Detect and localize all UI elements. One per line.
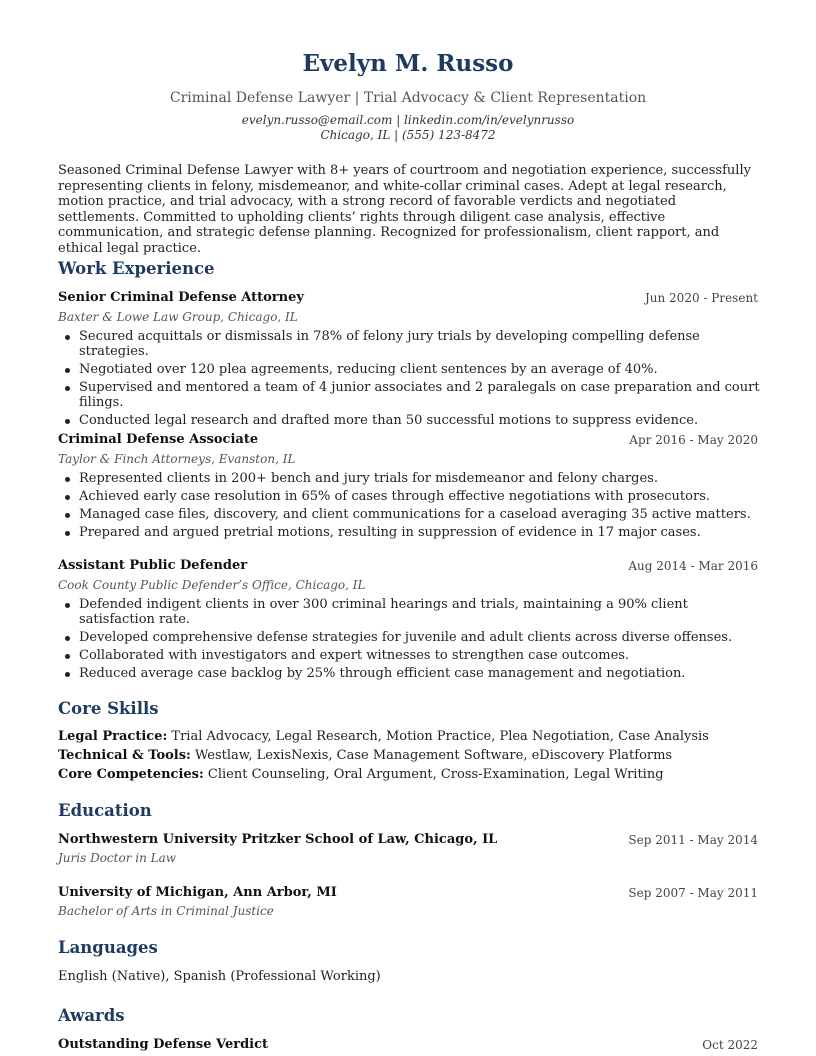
job-bullets (58, 471, 760, 543)
skill-category: Legal Practice: (58, 729, 168, 744)
list-item: Collaborated with investigators and expert witnesses to strengthen case outcomes. (58, 648, 760, 663)
list-item: Reduced average case backlog by 25% through efficient case management and negotiation. (58, 666, 760, 681)
skill-values: Westlaw, LexisNexis, Case Management Software, eDiscovery Platforms (195, 748, 673, 763)
list-item: Prepared and argued pretrial motions, resulting in suppression of evidence in 17 major cases. (58, 525, 760, 540)
education-school: Northwestern University Pritzker School of Law, Chicago, IL (58, 832, 498, 847)
list-item: Negotiated over 120 plea agreements, reducing client sentences by an average of 40%. (58, 362, 760, 377)
skill-row (58, 748, 672, 763)
section-title-awards: Awards (58, 1006, 125, 1025)
award-title: Outstanding Defense Verdict (58, 1037, 269, 1052)
section-title-languages: Languages (58, 938, 158, 957)
list-item: Supervised and mentored a team of 4 junior associates and 2 paralegals on case preparation and court filings. (58, 380, 760, 410)
job-dates: Apr 2016 - May 2020 (629, 433, 758, 447)
job-organization: Taylor & Finch Attorneys, Evanston, IL (58, 452, 296, 466)
education-dates: Sep 2007 - May 2011 (628, 886, 758, 900)
list-item: Secured acquittals or dismissals in 78% of felony jury trials by developing compelling defense strategies. (58, 329, 760, 359)
job-organization: Cook County Public Defender’s Office, Chicago, IL (58, 578, 366, 592)
job-title: Criminal Defense Associate (58, 432, 259, 447)
job-bullets (58, 329, 760, 431)
list-item: Represented clients in 200+ bench and jury trials for misdemeanor and felony charges. (58, 471, 760, 486)
skill-row (58, 767, 664, 782)
job-dates: Aug 2014 - Mar 2016 (628, 559, 758, 573)
languages-list: English (Native), Spanish (Professional Working) (58, 969, 381, 984)
skill-category: Core Competencies: (58, 767, 204, 782)
award-date: Oct 2022 (702, 1038, 758, 1052)
education-degree: Bachelor of Arts in Criminal Justice (58, 904, 274, 918)
contact-location-phone: Chicago, IL | (555) 123-8472 (320, 128, 496, 142)
contact-email-linkedin: evelyn.russo@email.com | linkedin.com/in/evelynrusso (241, 113, 575, 127)
section-title-work: Work Experience (58, 259, 215, 278)
education-school: University of Michigan, Ann Arbor, MI (58, 885, 337, 900)
section-title-education: Education (58, 801, 152, 820)
candidate-name: Evelyn M. Russo (302, 50, 514, 77)
job-organization: Baxter & Lowe Law Group, Chicago, IL (58, 310, 298, 324)
section-title-skills: Core Skills (58, 699, 159, 718)
job-dates: Jun 2020 - Present (644, 291, 758, 305)
list-item: Achieved early case resolution in 65% of cases through effective negotiations with prosecutors. (58, 489, 760, 504)
list-item: Managed case files, discovery, and client communications for a caseload averaging 35 active matters. (58, 507, 760, 522)
job-title: Assistant Public Defender (58, 558, 248, 573)
list-item: Developed comprehensive defense strategies for juvenile and adult clients across diverse offenses. (58, 630, 760, 645)
skill-row (58, 729, 709, 744)
professional-summary: Seasoned Criminal Defense Lawyer with 8+ years of courtroom and negotiation experience, successfully representing clients in felony, misdemeanor, and white-collar criminal cases. Adept at legal research, motion practice, and trial advocacy, with a strong record of favorable verdicts and negotiated settlements. Committed to upholding clients’ rights through diligent case analysis, effective communication, and strategic defense planning. Recognized for professionalism, client rapport, and ethical legal practice. (58, 163, 751, 256)
candidate-tagline: Criminal Defense Lawyer | Trial Advocacy & Client Representation (169, 90, 647, 106)
skill-values: Client Counseling, Oral Argument, Cross-Examination, Legal Writing (207, 767, 664, 782)
skill-values: Trial Advocacy, Legal Research, Motion Practice, Plea Negotiation, Case Analysis (171, 729, 709, 744)
list-item: Conducted legal research and drafted more than 50 successful motions to suppress evidence. (58, 413, 760, 428)
skill-category: Technical & Tools: (58, 748, 191, 763)
list-item: Defended indigent clients in over 300 criminal hearings and trials, maintaining a 90% client satisfaction rate. (58, 597, 760, 627)
job-bullets (58, 597, 760, 684)
education-degree: Juris Doctor in Law (58, 851, 177, 865)
education-dates: Sep 2011 - May 2014 (628, 833, 758, 847)
job-title: Senior Criminal Defense Attorney (58, 290, 304, 305)
